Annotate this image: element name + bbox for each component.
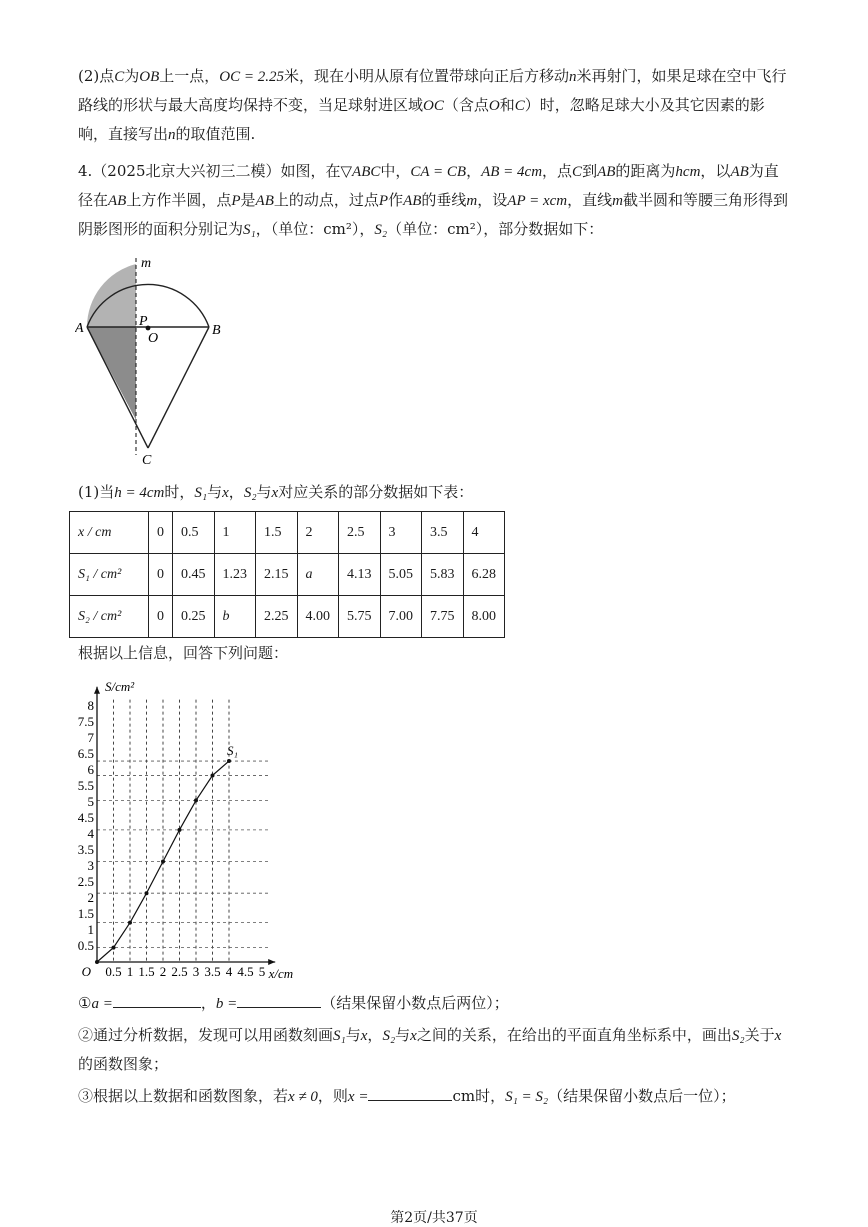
y-tick-label: 2: [87, 890, 94, 905]
table-cell: a: [297, 554, 339, 596]
y-tick-label: 6.5: [77, 746, 94, 761]
table-cell: 2: [297, 512, 339, 554]
table-cell: 0.45: [173, 554, 215, 596]
table-cell: 5.05: [380, 554, 422, 596]
x-tick-label: 3.5: [204, 964, 221, 979]
x-tick-label: 1: [126, 964, 134, 979]
series-s1-point: [227, 759, 231, 763]
x-tick-label: 0.5: [105, 964, 122, 979]
table-cell: 1.23: [214, 554, 256, 596]
y-tick-label: 7.5: [77, 714, 94, 729]
subquestion-2: ②通过分析数据，发现可以用函数刻画S₁与x，S₂与x之间的关系，在给出的平面直角坐标系中，画出S₂关于x的函数图象；: [78, 1026, 782, 1073]
series-s1-point: [211, 773, 215, 777]
answer-blank-x[interactable]: [368, 1084, 452, 1101]
table-cell: 3.5: [422, 512, 464, 554]
subquestion-1: ①a = ，b = （结果保留小数点后两位）；: [78, 989, 790, 1018]
x-tick-label: 2: [159, 964, 167, 979]
y-tick-label: 3.5: [77, 842, 94, 857]
y-tick-label: 3: [87, 858, 94, 873]
question-4-stem: 4.（2025北京大兴初三二模）如图，在▽ABC中，CA = CB，AB = 4cm，点C到AB的距离为hcm，以AB为直径在AB上方作半圆，点P是AB上的动点，过点P作AB的垂线m，设AP = xcm，直线m截半圆和等腰三角形得到阴影图形的面积分别记为S₁，（单位：cm²），S₂（单位：cm²），部分数据如下：: [78, 162, 788, 238]
questions-intro: 根据以上信息，回答下列问题：: [78, 644, 289, 662]
x-tick-label: 5: [258, 964, 266, 979]
y-tick-label: 4.5: [77, 810, 94, 825]
part-1-caption: (1)当h = 4cm时，S₁与x，S₂与x对应关系的部分数据如下表：: [78, 483, 474, 501]
table-cell: 5.83: [422, 554, 464, 596]
table-row-header: x / cm: [70, 512, 149, 554]
table-cell: 4.00: [297, 596, 339, 638]
y-tick-label: 7: [87, 730, 94, 745]
table-row: [70, 512, 505, 554]
question-3-part-2: (2)点C为OB上一点，OC = 2.25米，现在小明从原有位置带球向正后方移动n米再射门，如果足球在空中飞行路线的形状与最大高度均保持不变，当足球射进区域OC（含点O和C）时，忽略足球大小及其它因素的影响，直接写出n的取值范围.: [78, 67, 787, 143]
curve-label: S₁: [227, 743, 239, 759]
table-cell: 0.5: [173, 512, 215, 554]
answer-blank-b[interactable]: [237, 991, 321, 1008]
table-cell: 0: [149, 596, 173, 638]
answer-blank-a[interactable]: [113, 991, 201, 1008]
table-row: [70, 554, 505, 596]
series-s1-point: [194, 798, 198, 802]
data-table: [69, 511, 505, 638]
table-row: [70, 596, 505, 638]
subquestion-3: ③根据以上数据和函数图象，若x ≠ 0，则x = cm时，S₁ = S₂（结果保留小数点后一位）；: [78, 1082, 790, 1111]
chart-axes: [94, 687, 275, 965]
chart-series: [95, 743, 238, 964]
y-tick-label: 5: [87, 794, 94, 809]
table-cell: 1.5: [256, 512, 298, 554]
series-s1-point: [145, 891, 149, 895]
y-tick-label: 1.5: [77, 906, 94, 921]
table-cell: 2.5: [339, 512, 381, 554]
table-cell: 0: [149, 512, 173, 554]
table-cell: 6.28: [463, 554, 505, 596]
y-tick-label: 4: [87, 826, 94, 841]
x-tick-label: 3: [192, 964, 200, 979]
origin-label: O: [81, 964, 91, 979]
coordinate-chart: [75, 672, 315, 982]
label-o: O: [148, 331, 159, 346]
table-cell: 3: [380, 512, 422, 554]
y-tick-label: 6: [87, 762, 94, 777]
y-axis-arrow: [94, 687, 100, 694]
table-cell: 5.75: [339, 596, 381, 638]
y-tick-label: 2.5: [77, 874, 94, 889]
series-s1-point: [178, 828, 182, 832]
x-axis-arrow: [268, 959, 275, 965]
table-cell: 0.25: [173, 596, 215, 638]
table-cell: 7.00: [380, 596, 422, 638]
label-b: B: [212, 323, 221, 338]
series-s1-point: [128, 921, 132, 925]
y-axis-label: S/cm²: [105, 678, 135, 694]
series-s1-point: [161, 860, 165, 864]
geometry-figure: [75, 250, 235, 470]
table-cell: 8.00: [463, 596, 505, 638]
y-tick-label: 8: [87, 698, 94, 713]
table-row-header: S₂ / cm²: [70, 596, 149, 638]
label-m: m: [141, 256, 152, 271]
table-cell: 4: [463, 512, 505, 554]
x-tick-label: 1.5: [138, 964, 155, 979]
series-s1-point: [95, 960, 99, 964]
table-cell: 2.25: [256, 596, 298, 638]
series-s1-point: [112, 946, 116, 950]
y-tick-label: 5.5: [77, 778, 94, 793]
x-axis-label: x/cm: [268, 966, 294, 981]
table-cell: 2.15: [256, 554, 298, 596]
x-tick-label: 4.5: [237, 964, 254, 979]
y-tick-label: 1: [87, 922, 94, 937]
label-c: C: [142, 453, 152, 468]
x-tick-label: 4: [225, 964, 233, 979]
label-p: P: [139, 314, 148, 329]
label-a: A: [75, 321, 84, 336]
chart-grid: [97, 700, 269, 962]
table-cell: 7.75: [422, 596, 464, 638]
table-row-header: S₁ / cm²: [70, 554, 149, 596]
page-footer: 第2页/共37页: [390, 1210, 478, 1226]
y-tick-label: 0.5: [77, 938, 94, 953]
table-cell: 1: [214, 512, 256, 554]
table-cell: b: [214, 596, 256, 638]
table-cell: 0: [149, 554, 173, 596]
x-tick-label: 2.5: [171, 964, 188, 979]
table-cell: 4.13: [339, 554, 381, 596]
